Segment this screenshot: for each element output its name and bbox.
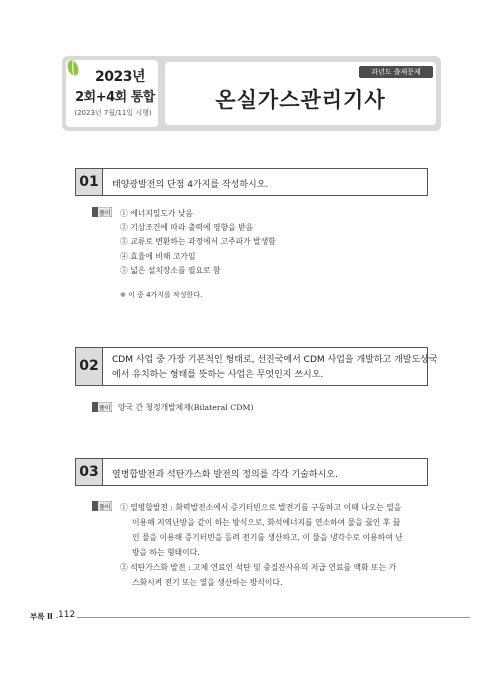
answer-line: 방을 하는 형태이다. [132,548,200,557]
answer-line: 양국 간 청정개발체제(Bilateral CDM) [118,403,254,412]
question-text-line: CDM 사업 중 가장 기본적인 형태로, 선진국에서 CDM 사업을 개발하고 개발도상국 [112,355,438,365]
answer-line: ⑤ 넓은 설치장소를 필요로 함 [120,266,221,275]
answer-tag-label: 풀이 [99,405,111,412]
footer-section-label: 부록 II [30,611,56,622]
question-number: 03 [76,459,103,485]
question-number: 01 [76,169,103,195]
question-text: 태양광발전의 단점 4가지를 작성하시오. [112,180,269,190]
exam-date: (2023년 7월/11일 시행) [74,109,152,117]
answer-line: ③ 교류로 변환하는 과정에서 고주파가 발생함 [120,237,276,246]
answer-line: 이용해 지역난방을 같이 하는 방식으로, 화석에너지를 연소하여 물을 끓인 후 끓 [132,518,401,527]
answer-line: ② 기상조건에 따라 출력에 영향을 받음 [120,223,254,232]
answer-line: ① 열병합발전 : 화력발전소에서 증기터빈으로 발전기를 구동하고 이때 나오는 열을 [120,503,402,512]
exam-session: 2회+4회 통합 [75,90,155,105]
page-title: 온실가스관리기사 [215,88,386,112]
leaf-icon [66,59,80,77]
question-number: 02 [76,348,103,385]
answer-note: ※ 이 중 4가지를 작성한다. [120,291,203,299]
answer-tag-label: 풀이 [99,504,111,511]
page-number: 112 [58,610,76,620]
question-text: 열병합발전과 석탄가스화 발전의 정의를 각각 기술하시오. [112,470,338,480]
answer-tag-label: 풀이 [99,210,111,217]
question-text-line: 에서 유치하는 형태를 뜻하는 사업은 무엇인지 쓰시오. [112,370,324,380]
answer-line: ④ 효율에 비해 고가임 [120,252,196,261]
category-badge: 과년도 출제문제 [359,66,433,78]
answer-line: 인 물을 이용해 증기터빈을 돌려 전기를 생산하고, 이 물을 냉각수로 이용하여 난 [132,533,403,542]
answer-line: ② 석탄가스화 발전 : 고체 연료인 석탄 및 중질잔사유의 저급 연료를 액화 또는 가 [120,563,397,572]
footer-rule [30,617,470,618]
answer-line: ① 에너지밀도가 낮음 [120,209,194,218]
answer-line: 스화시켜 전기 또는 열을 생산하는 방식이다. [132,578,283,587]
year-title: 2023년 [95,69,145,85]
